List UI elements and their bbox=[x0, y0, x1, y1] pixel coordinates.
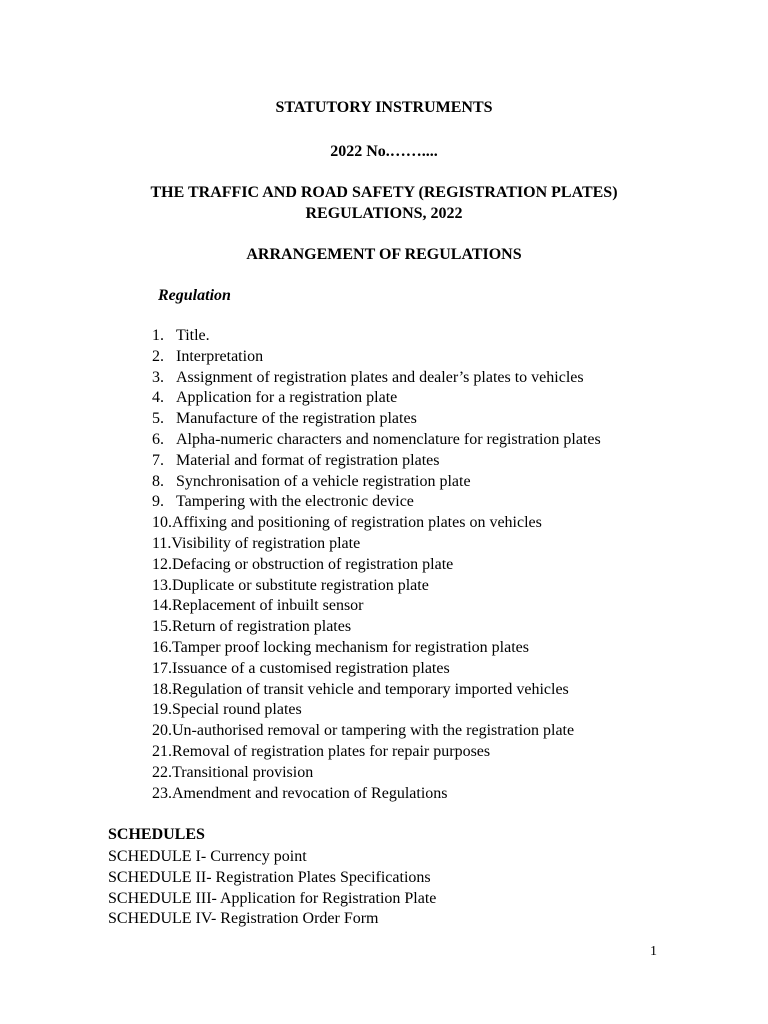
regulation-number: 20. bbox=[152, 722, 172, 740]
schedules-list bbox=[108, 847, 436, 930]
regulation-column-label: Regulation bbox=[158, 287, 231, 304]
regulation-item bbox=[152, 638, 601, 659]
schedule-item: SCHEDULE I- Currency point bbox=[108, 848, 307, 865]
regulation-item bbox=[152, 368, 601, 389]
regulation-title: Transitional provision bbox=[172, 763, 314, 781]
regulation-title: Special round plates bbox=[172, 701, 302, 719]
regulation-title: Issuance of a customised registration plates bbox=[172, 659, 450, 677]
regulation-title: Manufacture of the registration plates bbox=[176, 410, 417, 428]
regulation-title: Synchronisation of a vehicle registration plate bbox=[176, 472, 471, 490]
schedule-item: SCHEDULE III- Application for Registration Plate bbox=[108, 889, 437, 907]
document-title-line-1: THE TRAFFIC AND ROAD SAFETY (REGISTRATION PLATES) bbox=[150, 184, 618, 201]
regulation-number: 2. bbox=[152, 347, 164, 365]
regulation-title: Tamper proof locking mechanism for registration plates bbox=[172, 638, 529, 656]
regulation-title: Interpretation bbox=[176, 347, 264, 365]
regulation-title: Alpha-numeric characters and nomenclature for registration plates bbox=[176, 430, 601, 448]
regulation-number: 13. bbox=[152, 576, 172, 594]
regulation-title: Tampering with the electronic device bbox=[176, 493, 414, 511]
regulation-item bbox=[152, 784, 601, 805]
schedules-heading: SCHEDULES bbox=[108, 826, 205, 843]
regulation-item bbox=[152, 472, 601, 493]
regulation-item bbox=[152, 388, 601, 409]
regulation-title: Duplicate or substitute registration plate bbox=[172, 576, 429, 594]
regulation-number: 7. bbox=[152, 451, 164, 469]
regulation-title: Replacement of inbuilt sensor bbox=[172, 597, 364, 615]
regulation-number: 15. bbox=[152, 618, 172, 636]
regulation-item bbox=[152, 492, 601, 513]
regulation-item bbox=[152, 680, 601, 701]
regulation-item bbox=[152, 347, 601, 368]
regulation-number: 5. bbox=[152, 410, 164, 428]
regulation-title: Un-authorised removal or tampering with the registration plate bbox=[172, 722, 575, 740]
schedule-item: SCHEDULE IV- Registration Order Form bbox=[108, 910, 379, 928]
regulation-title: Removal of registration plates for repair purposes bbox=[172, 742, 491, 760]
regulation-item bbox=[152, 742, 601, 763]
regulation-number: 11. bbox=[152, 534, 172, 552]
regulation-number: 10. bbox=[152, 514, 172, 532]
regulation-number: 1. bbox=[152, 327, 164, 344]
instrument-number: 2022 No.…….... bbox=[330, 143, 438, 160]
regulation-item bbox=[152, 555, 601, 576]
regulation-item bbox=[152, 430, 601, 451]
regulation-number: 14. bbox=[152, 597, 172, 615]
regulation-item bbox=[152, 326, 601, 347]
page-number: 1 bbox=[650, 944, 657, 959]
regulation-number: 19. bbox=[152, 701, 172, 719]
regulation-number: 12. bbox=[152, 555, 172, 573]
regulation-item bbox=[152, 721, 601, 742]
regulation-title: Title. bbox=[176, 327, 210, 344]
regulation-title: Material and format of registration plates bbox=[176, 451, 440, 469]
regulation-title: Application for a registration plate bbox=[176, 389, 398, 407]
regulation-item bbox=[152, 534, 601, 555]
regulation-number: 9. bbox=[152, 493, 164, 511]
regulation-number: 4. bbox=[152, 389, 164, 407]
regulation-item bbox=[152, 659, 601, 680]
regulation-item bbox=[152, 596, 601, 617]
regulation-item bbox=[152, 617, 601, 638]
regulation-number: 6. bbox=[152, 430, 164, 448]
document-heading-statutory-instruments: STATUTORY INSTRUMENTS bbox=[275, 99, 493, 116]
regulation-number: 8. bbox=[152, 472, 164, 490]
schedule-item: SCHEDULE II- Registration Plates Specifications bbox=[108, 868, 431, 886]
regulation-number: 3. bbox=[152, 368, 164, 386]
regulation-title: Regulation of transit vehicle and temporary imported vehicles bbox=[172, 680, 569, 698]
regulation-number: 21. bbox=[152, 742, 172, 760]
regulation-number: 17. bbox=[152, 659, 172, 677]
regulation-title: Return of registration plates bbox=[172, 618, 352, 636]
document-title-line-2: REGULATIONS, 2022 bbox=[305, 205, 463, 222]
regulation-item bbox=[152, 576, 601, 597]
regulation-title: Affixing and positioning of registration plates on vehicles bbox=[172, 514, 542, 532]
regulation-title: Amendment and revocation of Regulations bbox=[172, 784, 448, 802]
regulations-list bbox=[152, 326, 601, 804]
regulation-item bbox=[152, 700, 601, 721]
regulation-item bbox=[152, 451, 601, 472]
regulation-item bbox=[152, 763, 601, 784]
regulation-title: Defacing or obstruction of registration plate bbox=[172, 555, 454, 573]
regulation-item bbox=[152, 513, 601, 534]
regulation-number: 18. bbox=[152, 680, 172, 698]
regulation-title: Visibility of registration plate bbox=[171, 534, 361, 552]
regulation-number: 22. bbox=[152, 763, 172, 781]
regulation-title: Assignment of registration plates and dealer’s plates to vehicles bbox=[176, 368, 584, 386]
regulation-item bbox=[152, 409, 601, 430]
regulation-number: 23. bbox=[152, 784, 172, 802]
arrangement-heading: ARRANGEMENT OF REGULATIONS bbox=[246, 246, 522, 263]
regulation-number: 16. bbox=[152, 638, 172, 656]
